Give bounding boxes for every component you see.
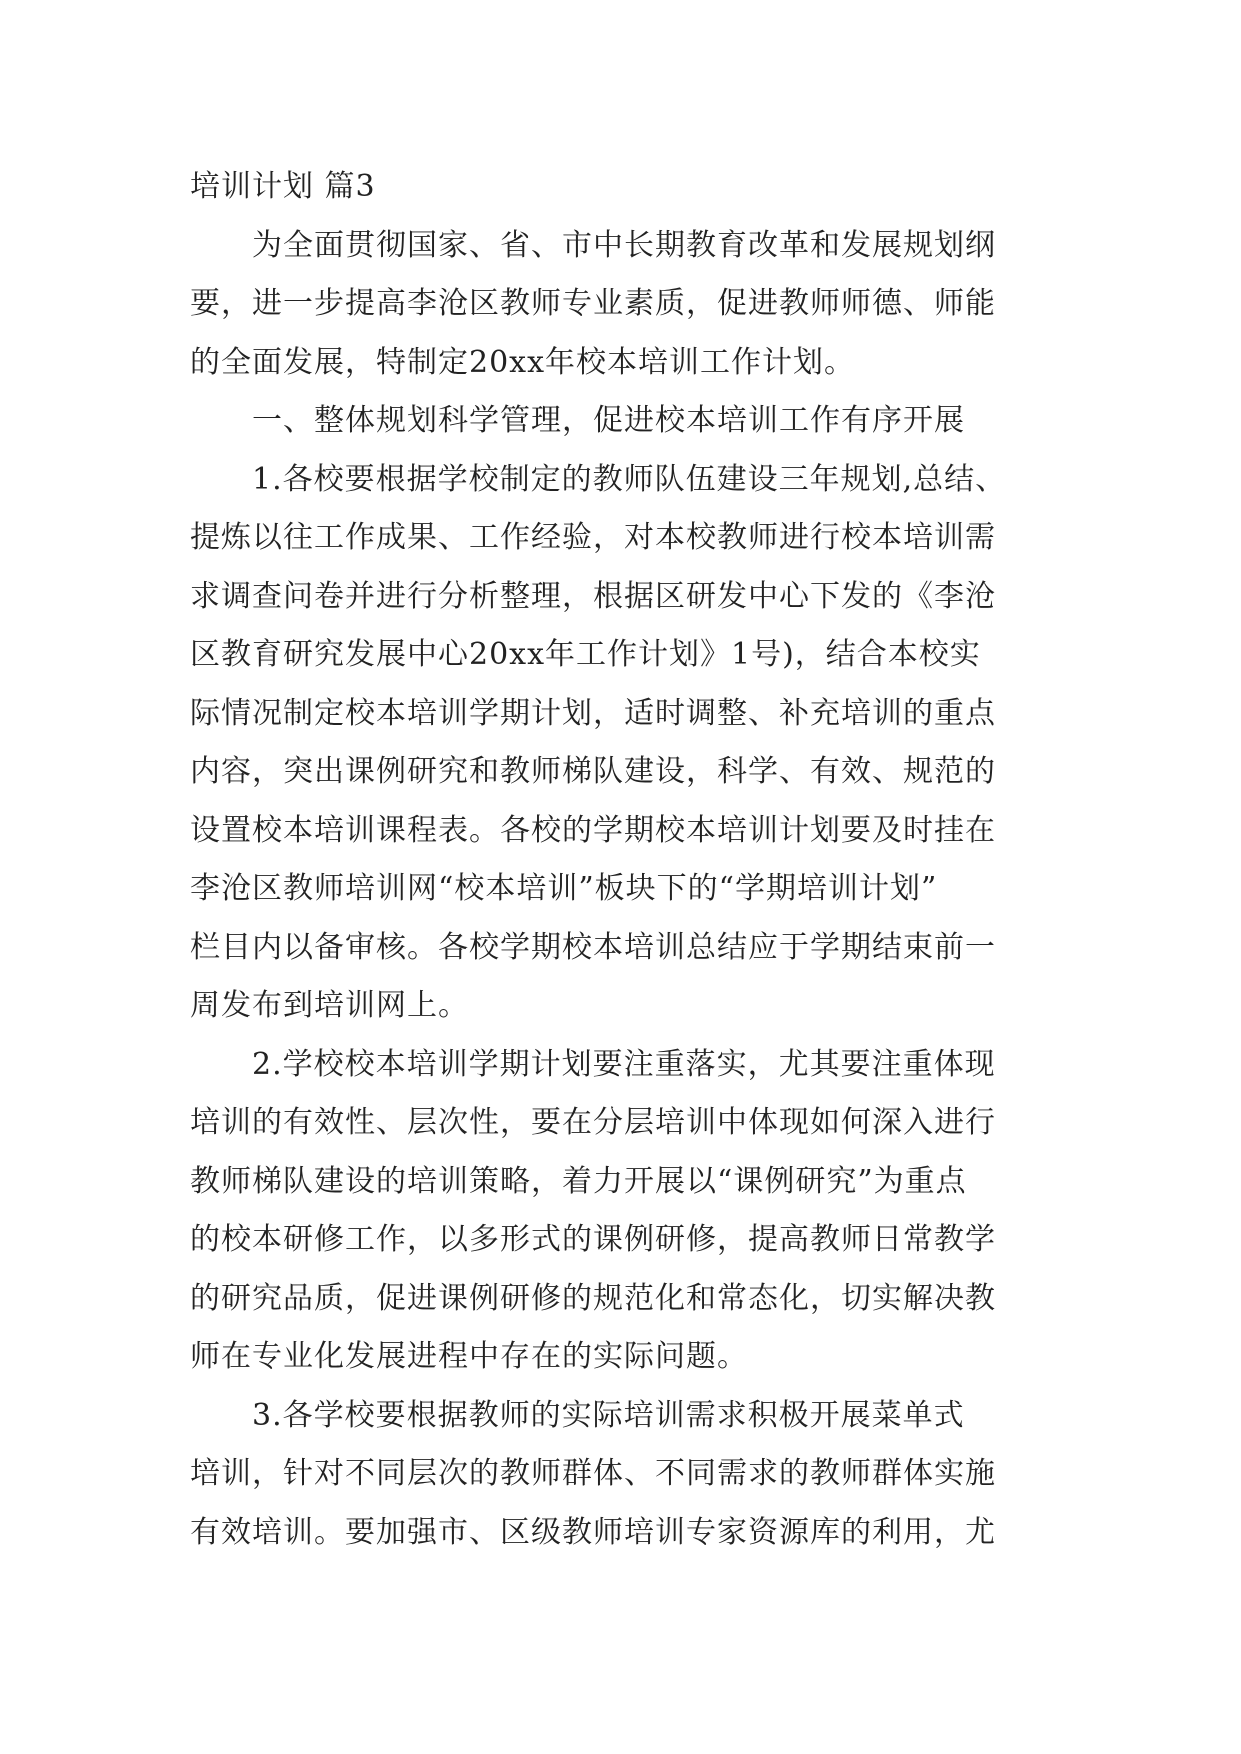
paragraph-line: 内容，突出课例研究和教师梯队建设，科学、有效、规范的 xyxy=(190,754,996,789)
paragraph-line: 的全面发展，特制定20xx年校本培训工作计划。 xyxy=(190,344,856,380)
paragraph-line: 的研究品质，促进课例研修的规范化和常态化，切实解决教 xyxy=(190,1280,996,1316)
paragraph-line: 为全面贯彻国家、省、市中长期教育改革和发展规划纲 xyxy=(190,227,996,263)
paragraph-line: 区教育研究发展中心20xx年工作计划》1号)，结合本校实 xyxy=(190,637,981,672)
paragraph-line: 培训的有效性、层次性，要在分层培训中体现如何深入进行 xyxy=(190,1105,996,1140)
document-heading: 培训计划 篇3 xyxy=(190,169,376,204)
paragraph-line: 培训，针对不同层次的教师群体、不同需求的教师群体实施 xyxy=(190,1456,996,1491)
paragraph-line: 设置校本培训课程表。各校的学期校本培训计划要及时挂在 xyxy=(190,812,996,848)
paragraph-line: 提炼以往工作成果、工作经验，对本校教师进行校本培训需 xyxy=(190,520,996,555)
paragraph-line: 要，进一步提高李沧区教师专业素质，促进教师师德、师能 xyxy=(190,286,996,321)
paragraph-line: 栏目内以备审核。各校学期校本培训总结应于学期结束前一 xyxy=(190,929,996,965)
paragraph-line: 有效培训。要加强市、区级教师培训专家资源库的利用，尤 xyxy=(190,1514,996,1550)
paragraph-line: 李沧区教师培训网“校本培训”板块下的“学期培训计划” xyxy=(190,871,938,906)
paragraph-line: 3.各学校要根据教师的实际培训需求积极开展菜单式 xyxy=(190,1397,965,1433)
paragraph-line: 求调查问卷并进行分析整理，根据区研发中心下发的《李沧 xyxy=(190,578,996,614)
paragraph-line: 周发布到培训网上。 xyxy=(190,988,469,1023)
paragraph-line: 2.学校校本培训学期计划要注重落实，尤其要注重体现 xyxy=(190,1046,996,1082)
paragraph-line: 教师梯队建设的培训策略，着力开展以“课例研究”为重点 xyxy=(190,1163,967,1199)
document-body xyxy=(190,158,1050,1562)
paragraph-line: 际情况制定校本培训学期计划，适时调整、补充培训的重点 xyxy=(190,695,996,731)
paragraph-line: 师在专业化发展进程中存在的实际问题。 xyxy=(190,1339,748,1374)
paragraph-line: 1.各校要根据学校制定的教师队伍建设三年规划,总结、 xyxy=(190,461,1007,497)
section-heading: 一、整体规划科学管理，促进校本培训工作有序开展 xyxy=(190,403,965,438)
paragraph-line: 的校本研修工作，以多形式的课例研修，提高教师日常教学 xyxy=(190,1222,996,1257)
